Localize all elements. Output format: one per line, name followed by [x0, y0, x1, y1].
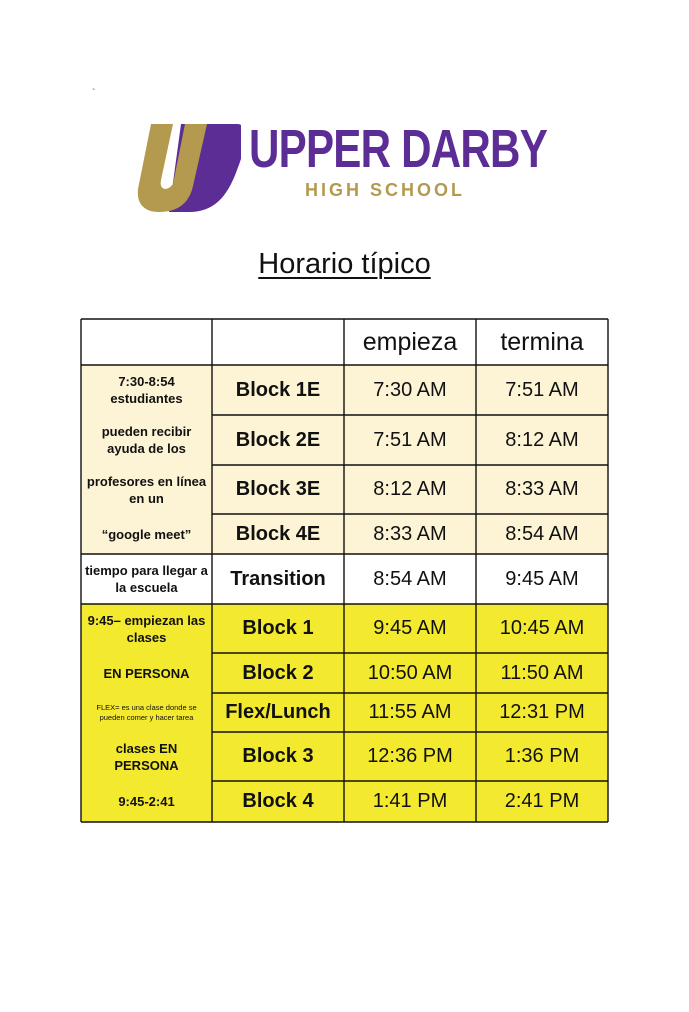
start-time: 12:36 PM	[367, 745, 453, 767]
start-time: 10:50 AM	[367, 661, 453, 684]
start-time: 8:12 AM	[373, 478, 447, 500]
end-time: 11:50 AM	[500, 661, 584, 684]
block-name: Transition	[230, 567, 326, 590]
column-header: empieza	[362, 327, 458, 356]
school-logo	[133, 118, 548, 218]
end-time: 2:41 PM	[504, 790, 580, 812]
block-name: Block 4E	[235, 522, 321, 545]
block-name: Block 4	[242, 790, 314, 812]
block-name: Block 1E	[235, 378, 321, 401]
table-grid	[81, 319, 608, 822]
start-time: 11:55 AM	[368, 701, 452, 723]
schedule-note: profesores en línea en un	[86, 473, 207, 506]
schedule-note: “google meet”	[101, 526, 192, 542]
end-time: 7:51 AM	[505, 378, 579, 401]
end-time: 1:36 PM	[504, 745, 580, 767]
schedule-note: pueden recibir ayuda de los	[101, 424, 192, 456]
schedule-note: 9:45-2:41	[118, 794, 175, 809]
block-name: Flex/Lunch	[225, 701, 331, 723]
block-name: Block 2E	[235, 428, 321, 451]
block-name: Block 2	[242, 661, 314, 684]
logo-subtitle: HIGH SCHOOL	[305, 180, 466, 200]
page-title: Horario típico	[258, 248, 431, 280]
block-name: Block 1	[242, 617, 314, 639]
stray-mark: `	[92, 88, 96, 99]
schedule-note: 9:45– empiezan las clases	[87, 612, 206, 645]
schedule-note: FLEX= es una clase donde se pueden comer y hacer tarea	[96, 702, 197, 722]
start-time: 1:41 PM	[372, 790, 448, 812]
block-name: Block 3E	[235, 478, 321, 500]
start-time: 8:33 AM	[373, 522, 447, 545]
start-time: 9:45 AM	[373, 617, 447, 639]
end-time: 8:12 AM	[505, 428, 579, 451]
schedule-table	[81, 319, 608, 822]
end-time: 12:31 PM	[499, 701, 585, 723]
schedule-note: clases EN PERSONA	[114, 740, 179, 773]
end-time: 9:45 AM	[505, 567, 579, 590]
logo-wordmark: UPPER DARBY	[249, 119, 548, 179]
start-time: 8:54 AM	[373, 567, 447, 590]
end-time: 8:33 AM	[505, 478, 579, 500]
schedule-note: 7:30-8:54 estudiantes	[110, 374, 183, 406]
start-time: 7:30 AM	[373, 378, 447, 401]
start-time: 7:51 AM	[373, 428, 447, 451]
schedule-note: EN PERSONA	[103, 665, 190, 681]
block-name: Block 3	[242, 745, 314, 767]
end-time: 8:54 AM	[505, 522, 579, 545]
end-time: 10:45 AM	[499, 617, 585, 639]
ud-monogram-icon	[133, 120, 241, 216]
schedule-note: tiempo para llegar a la escuela	[85, 563, 208, 595]
column-header: termina	[500, 327, 584, 356]
